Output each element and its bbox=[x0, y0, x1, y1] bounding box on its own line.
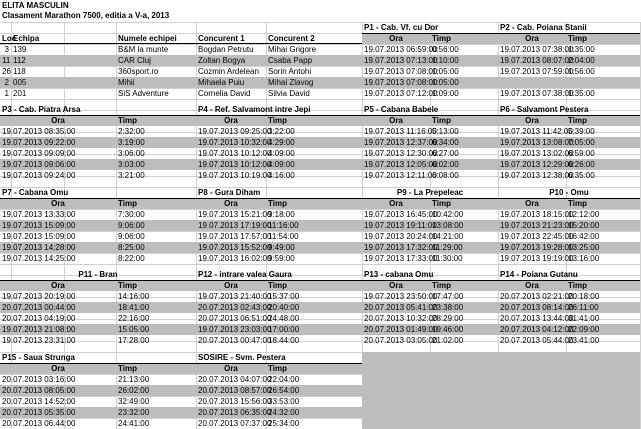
checkpoint-ora: 20.07.2013 06:44:00 bbox=[2, 419, 76, 428]
ora-header: Ora bbox=[525, 116, 539, 125]
checkpoint-timp: 2:04:00 bbox=[568, 56, 595, 65]
checkpoint-ora: 20.07.2013 04:12:00 bbox=[500, 325, 574, 334]
checkpoint-ora: 19.07.2013 11:16:00 bbox=[364, 127, 437, 136]
checkpoint-title: P9 - La Prepeleac bbox=[396, 188, 464, 197]
checkpoint-title: P14 - Poiana Gutanu bbox=[500, 270, 578, 279]
team-cell: 139 bbox=[13, 45, 27, 54]
checkpoint-timp: 21:13:00 bbox=[118, 375, 150, 384]
team-cell: 2 bbox=[4, 78, 9, 87]
checkpoint-timp: 7:30:00 bbox=[118, 210, 145, 219]
checkpoint-ora: 19.07.2013 07:08:00 bbox=[364, 67, 438, 76]
checkpoint-timp: 0:56:00 bbox=[432, 45, 459, 54]
timp-header: Timp bbox=[432, 34, 451, 43]
checkpoint-ora: 19.07.2013 21:23:00 bbox=[500, 221, 574, 230]
checkpoint-ora: 20.07.2013 01:49:00 bbox=[364, 325, 438, 334]
checkpoint-ora: 19.07.2013 14:25:00 bbox=[2, 254, 76, 263]
checkpoint-ora: 19.07.2013 17:32:00 bbox=[364, 243, 438, 252]
checkpoint-ora: 19.07.2013 21:40:00 bbox=[198, 292, 272, 301]
empty-area bbox=[362, 352, 640, 429]
checkpoint-timp: 26:11:00 bbox=[568, 303, 599, 312]
checkpoint-timp: 16:42:00 bbox=[568, 232, 600, 241]
checkpoint-timp: 17:28:00 bbox=[118, 336, 150, 345]
checkpoint-ora: 19.07.2013 15:21:00 bbox=[198, 210, 272, 219]
checkpoint-timp: 6:59:00 bbox=[568, 149, 595, 158]
sheet-subtitle: Clasament Marathon 7500, editia a V-a, 2013 bbox=[2, 11, 170, 20]
checkpoint-title: P3 - Cab. Piatra Arsa bbox=[2, 105, 81, 114]
checkpoint-title: P10 - Omu bbox=[549, 188, 589, 197]
checkpoint-timp: 23:32:00 bbox=[118, 408, 150, 417]
checkpoint-timp: 4:16:00 bbox=[268, 171, 295, 180]
checkpoint-ora: 19.07.2013 07:59:00 bbox=[500, 67, 574, 76]
checkpoint-ora: 20.07.2013 08:05:00 bbox=[2, 386, 76, 395]
team-header-1: Echipa bbox=[13, 34, 40, 43]
checkpoint-ora: 19.07.2013 09:06:00 bbox=[2, 160, 76, 169]
checkpoint-timp: 15:05:00 bbox=[118, 325, 150, 334]
team-cell: 005 bbox=[13, 78, 27, 87]
checkpoint-ora: 20.07.2013 00:47:00 bbox=[198, 336, 272, 345]
checkpoint-ora: 19.07.2013 13:02:00 bbox=[500, 149, 574, 158]
checkpoint-ora: 19.07.2013 15:09:00 bbox=[2, 232, 76, 241]
checkpoint-timp: 22:04:00 bbox=[268, 375, 300, 384]
checkpoint-title: P11 - Bran bbox=[78, 270, 118, 279]
team-cell: 112 bbox=[13, 56, 26, 65]
checkpoint-timp: 11:16:00 bbox=[268, 221, 299, 230]
checkpoint-ora: 20.07.2013 02:21:00 bbox=[500, 292, 574, 301]
checkpoint-timp: 21:02:00 bbox=[432, 336, 464, 345]
checkpoint-timp: 32:49:00 bbox=[118, 397, 150, 406]
checkpoint-timp: 15:37:00 bbox=[268, 292, 300, 301]
team-cell: 360sport.ro bbox=[118, 67, 159, 76]
checkpoint-ora: 19.07.2013 07:13:00 bbox=[364, 56, 438, 65]
checkpoint-timp: 6:35:00 bbox=[568, 171, 595, 180]
checkpoint-timp: 20:40:00 bbox=[268, 303, 300, 312]
checkpoint-title: P1 - Cab. Vf. cu Dor bbox=[364, 23, 439, 32]
ora-header: Ora bbox=[51, 281, 65, 290]
checkpoint-timp: 2:32:00 bbox=[118, 127, 145, 136]
checkpoint-ora: 19.07.2013 07:12:00 bbox=[364, 89, 438, 98]
team-cell: Mihai Grigore bbox=[268, 45, 317, 54]
team-cell: Mihaela Puiu bbox=[198, 78, 245, 87]
timp-header: Timp bbox=[568, 34, 587, 43]
checkpoint-timp: 14:16:00 bbox=[118, 292, 150, 301]
ora-header: Ora bbox=[224, 199, 238, 208]
checkpoint-timp: 13:25:00 bbox=[568, 243, 600, 252]
checkpoint-title: P7 - Cabana Omu bbox=[2, 188, 69, 197]
checkpoint-ora: 20.07.2013 02:43:00 bbox=[198, 303, 272, 312]
checkpoint-ora: 19.07.2013 21:08:00 bbox=[2, 325, 76, 334]
timp-header: Timp bbox=[268, 116, 287, 125]
ora-header: Ora bbox=[51, 116, 65, 125]
ora-header: Ora bbox=[224, 116, 238, 125]
checkpoint-timp: 9:49:00 bbox=[268, 243, 295, 252]
checkpoint-timp: 3:03:00 bbox=[118, 160, 145, 169]
team-cell: Mihai Zlavog bbox=[268, 78, 314, 87]
team-header-3: Concurent 1 bbox=[198, 34, 245, 43]
ora-header: Ora bbox=[224, 364, 238, 373]
team-cell: Bogdan Petrutu bbox=[198, 45, 254, 54]
checkpoint-timp: 3:22:00 bbox=[268, 127, 295, 136]
checkpoint-timp: 19:46:00 bbox=[432, 325, 464, 334]
checkpoint-timp: 3:06:00 bbox=[118, 149, 145, 158]
checkpoint-timp: 13:16:00 bbox=[568, 254, 600, 263]
checkpoint-timp: 7:05:00 bbox=[568, 138, 595, 147]
checkpoint-timp: 11:30:00 bbox=[432, 254, 463, 263]
team-cell: Csaba Papp bbox=[268, 56, 313, 65]
checkpoint-timp: 17:00:00 bbox=[268, 325, 300, 334]
ora-header: Ora bbox=[389, 281, 403, 290]
checkpoint-timp: 4:09:00 bbox=[268, 149, 295, 158]
checkpoint-timp: 22:09:00 bbox=[568, 325, 600, 334]
checkpoint-ora: 20.07.2013 05:44:00 bbox=[500, 336, 574, 345]
checkpoint-ora: 20.07.2013 06:51:00 bbox=[198, 314, 272, 323]
checkpoint-timp: 10:42:00 bbox=[432, 210, 464, 219]
team-cell: Sorin Antohi bbox=[268, 67, 312, 76]
checkpoint-timp: 4:29:00 bbox=[268, 138, 295, 147]
checkpoint-timp: 3:19:00 bbox=[118, 138, 145, 147]
team-cell: Cozmin Ardelean bbox=[198, 67, 259, 76]
timp-header: Timp bbox=[118, 281, 137, 290]
checkpoint-timp: 26:02:00 bbox=[118, 386, 150, 395]
checkpoint-ora: 20.07.2013 05:35:00 bbox=[2, 408, 76, 417]
checkpoint-timp: 12:12:00 bbox=[568, 210, 600, 219]
checkpoint-title: P5 - Cabana Babele bbox=[364, 105, 439, 114]
checkpoint-timp: 5:13:00 bbox=[432, 127, 459, 136]
timp-header: Timp bbox=[432, 199, 451, 208]
checkpoint-ora: 20.07.2013 04:07:00 bbox=[198, 375, 272, 384]
checkpoint-ora: 19.07.2013 09:22:00 bbox=[2, 138, 76, 147]
timp-header: Timp bbox=[568, 116, 587, 125]
checkpoint-ora: 19.07.2013 16:02:00 bbox=[198, 254, 272, 263]
team-cell: 201 bbox=[13, 89, 27, 98]
checkpoint-timp: 28:29:00 bbox=[432, 314, 464, 323]
checkpoint-ora: 19.07.2013 18:15:00 bbox=[500, 210, 574, 219]
checkpoint-timp: 1:35:00 bbox=[568, 45, 595, 54]
team-cell: 118 bbox=[13, 67, 26, 76]
team-cell: 11 bbox=[2, 56, 11, 65]
checkpoint-ora: 20.07.2013 04:19:00 bbox=[2, 314, 76, 323]
checkpoint-timp: 24:48:00 bbox=[268, 314, 300, 323]
checkpoint-timp: 31:41:00 bbox=[568, 314, 600, 323]
checkpoint-ora: 19.07.2013 15:52:00 bbox=[198, 243, 272, 252]
timp-header: Timp bbox=[118, 364, 137, 373]
checkpoint-ora: 19.07.2013 17:19:00 bbox=[198, 221, 272, 230]
checkpoint-ora: 19.07.2013 22:45:00 bbox=[500, 232, 574, 241]
checkpoint-ora: 19.07.2013 16:45:00 bbox=[364, 210, 438, 219]
team-cell: CAR Cluj bbox=[118, 56, 151, 65]
checkpoint-title: P15 - Saua Strunga bbox=[2, 353, 75, 362]
checkpoint-ora: 20.07.2013 05:41:00 bbox=[364, 303, 438, 312]
checkpoint-timp: 3:21:00 bbox=[118, 171, 145, 180]
checkpoint-timp: 13:08:00 bbox=[432, 221, 464, 230]
checkpoint-timp: 1:05:00 bbox=[432, 67, 459, 76]
checkpoint-timp: 9:06:00 bbox=[118, 232, 145, 241]
checkpoint-ora: 20.07.2013 08:14:00 bbox=[500, 303, 574, 312]
checkpoint-ora: 19.07.2013 12:05:00 bbox=[364, 160, 438, 169]
checkpoint-timp: 6:08:00 bbox=[432, 171, 459, 180]
checkpoint-timp: 22:16:00 bbox=[118, 314, 150, 323]
team-cell: Cornelia David bbox=[198, 89, 251, 98]
checkpoint-ora: 19.07.2013 10:19:00 bbox=[198, 171, 272, 180]
checkpoint-ora: 20.07.2013 08:57:00 bbox=[198, 386, 272, 395]
checkpoint-ora: 20.07.2013 07:37:00 bbox=[198, 419, 272, 428]
checkpoint-ora: 19.07.2013 17:33:00 bbox=[364, 254, 438, 263]
checkpoint-ora: 19.07.2013 07:38:00 bbox=[500, 89, 574, 98]
team-cell: 3 bbox=[4, 45, 9, 54]
checkpoint-ora: 19.07.2013 09:24:00 bbox=[2, 171, 76, 180]
checkpoint-timp: 8:22:00 bbox=[118, 254, 145, 263]
checkpoint-title: SOSIRE - Svm. Pestera bbox=[198, 353, 286, 362]
checkpoint-timp: 18:41:00 bbox=[118, 303, 150, 312]
timp-header: Timp bbox=[568, 281, 587, 290]
ora-header: Ora bbox=[389, 34, 403, 43]
checkpoint-timp: 15:20:00 bbox=[568, 221, 600, 230]
checkpoint-timp: 17:47:00 bbox=[432, 292, 464, 301]
checkpoint-ora: 19.07.2013 11:42:00 bbox=[500, 127, 573, 136]
checkpoint-timp: 1:05:00 bbox=[432, 78, 459, 87]
checkpoint-timp: 33:53:00 bbox=[268, 397, 300, 406]
checkpoint-ora: 20.07.2013 03:16:00 bbox=[2, 375, 76, 384]
checkpoint-timp: 24:41:00 bbox=[118, 419, 150, 428]
checkpoint-ora: 19.07.2013 07:38:00 bbox=[500, 45, 574, 54]
timp-header: Timp bbox=[268, 364, 287, 373]
checkpoint-ora: 20.07.2013 13:44:00 bbox=[500, 314, 574, 323]
ora-header: Ora bbox=[51, 364, 65, 373]
checkpoint-ora: 19.07.2013 12:29:00 bbox=[500, 160, 574, 169]
checkpoint-ora: 20.07.2013 03:05:00 bbox=[364, 336, 438, 345]
checkpoint-ora: 19.07.2013 19:28:00 bbox=[500, 243, 574, 252]
checkpoint-timp: 1:35:00 bbox=[568, 89, 595, 98]
checkpoint-ora: 19.07.2013 17:57:00 bbox=[198, 232, 272, 241]
checkpoint-timp bbox=[566, 77, 640, 88]
checkpoint-timp: 9:18:00 bbox=[268, 210, 295, 219]
ora-header: Ora bbox=[525, 34, 539, 43]
checkpoint-ora: 19.07.2013 10:32:00 bbox=[198, 138, 272, 147]
checkpoint-ora: 19.07.2013 19:19:00 bbox=[500, 254, 574, 263]
team-cell: SiS Adventure bbox=[118, 89, 169, 98]
checkpoint-ora: 19.07.2013 12:30:00 bbox=[364, 149, 438, 158]
checkpoint-ora: 19.07.2013 23:03:00 bbox=[198, 325, 272, 334]
gridline-h bbox=[0, 264, 640, 265]
ora-header: Ora bbox=[389, 199, 403, 208]
checkpoint-ora: 19.07.2013 13:08:00 bbox=[500, 138, 574, 147]
checkpoint-ora: 19.07.2013 08:07:00 bbox=[500, 56, 574, 65]
ora-header: Ora bbox=[525, 281, 539, 290]
checkpoint-ora: 19.07.2013 23:31:00 bbox=[2, 336, 76, 345]
checkpoint-timp: 20:18:00 bbox=[568, 292, 600, 301]
checkpoint-ora: 19.07.2013 10:12:00 bbox=[198, 149, 272, 158]
checkpoint-title: P4 - Ref. Salvamont intre Jepi bbox=[198, 105, 311, 114]
checkpoint-ora bbox=[498, 77, 566, 88]
checkpoint-ora: 19.07.2013 19:11:00 bbox=[364, 221, 437, 230]
ora-header: Ora bbox=[224, 281, 238, 290]
checkpoint-title: P8 - Gura Diham bbox=[198, 188, 261, 197]
checkpoint-ora: 19.07.2013 06:59:00 bbox=[364, 45, 438, 54]
checkpoint-timp: 6:02:00 bbox=[432, 160, 459, 169]
checkpoint-timp: 18:44:00 bbox=[268, 336, 300, 345]
team-header-2: Numele echipei bbox=[118, 34, 177, 43]
checkpoint-ora: 19.07.2013 20:24:00 bbox=[364, 232, 438, 241]
checkpoint-ora: 19.07.2013 08:35:00 bbox=[2, 127, 76, 136]
timp-header: Timp bbox=[118, 199, 137, 208]
checkpoint-ora: 19.07.2013 09:25:00 bbox=[198, 127, 272, 136]
checkpoint-timp: 25:34:00 bbox=[268, 419, 300, 428]
team-cell: Mihii bbox=[118, 78, 135, 87]
checkpoint-timp: 9:59:00 bbox=[268, 254, 295, 263]
team-cell: Silvia David bbox=[268, 89, 310, 98]
timp-header: Timp bbox=[568, 199, 587, 208]
checkpoint-title: P6 - Salvamont Pestera bbox=[500, 105, 589, 114]
checkpoint-ora: 19.07.2013 15:09:00 bbox=[2, 221, 76, 230]
checkpoint-timp: 1:09:00 bbox=[432, 89, 459, 98]
team-cell: 26 bbox=[2, 67, 11, 76]
checkpoint-ora: 19.07.2013 12:37:00 bbox=[364, 138, 438, 147]
timp-header: Timp bbox=[432, 116, 451, 125]
checkpoint-timp: 4:09:00 bbox=[268, 160, 295, 169]
ora-header: Ora bbox=[389, 116, 403, 125]
checkpoint-timp: 1:56:00 bbox=[568, 67, 595, 76]
ora-header: Ora bbox=[525, 199, 539, 208]
checkpoint-ora: 19.07.2013 07:08:00 bbox=[364, 78, 438, 87]
checkpoint-ora: 19.07.2013 12:11:00 bbox=[364, 171, 437, 180]
checkpoint-ora: 19.07.2013 23:50:00 bbox=[364, 292, 438, 301]
checkpoint-timp: 26:54:00 bbox=[268, 386, 300, 395]
team-header-4: Concurent 2 bbox=[268, 34, 315, 43]
checkpoint-ora: 20.07.2013 06:35:00 bbox=[198, 408, 272, 417]
timp-header: Timp bbox=[118, 116, 137, 125]
checkpoint-ora: 19.07.2013 09:09:00 bbox=[2, 149, 76, 158]
team-cell: Zoltan Bogya bbox=[198, 56, 246, 65]
checkpoint-timp: 6:34:00 bbox=[432, 138, 459, 147]
checkpoint-timp: 1:10:00 bbox=[432, 56, 459, 65]
checkpoint-ora: 20.07.2013 00:44:00 bbox=[2, 303, 76, 312]
checkpoint-timp: 6:27:00 bbox=[432, 149, 459, 158]
checkpoint-timp: 24:32:00 bbox=[268, 408, 300, 417]
checkpoint-ora: 19.07.2013 10:12:00 bbox=[198, 160, 272, 169]
checkpoint-title: P2 - Cab. Poiana Stanii bbox=[500, 23, 587, 32]
checkpoint-timp: 6:26:00 bbox=[568, 160, 595, 169]
checkpoint-ora: 20.07.2013 15:56:00 bbox=[198, 397, 272, 406]
team-header-0: Loc bbox=[2, 34, 17, 43]
checkpoint-timp: 5:39:00 bbox=[568, 127, 595, 136]
timp-header: Timp bbox=[268, 281, 287, 290]
team-cell: B&M la munte bbox=[118, 45, 169, 54]
ora-header: Ora bbox=[51, 199, 65, 208]
checkpoint-ora: 19.07.2013 12:38:00 bbox=[500, 171, 574, 180]
checkpoint-ora: 19.07.2013 13:33:00 bbox=[2, 210, 76, 219]
checkpoint-timp: 9:06:00 bbox=[118, 221, 145, 230]
checkpoint-timp: 11:54:00 bbox=[268, 232, 299, 241]
checkpoint-ora: 19.07.2013 20:19:00 bbox=[2, 292, 76, 301]
checkpoint-timp: 8:25:00 bbox=[118, 243, 145, 252]
checkpoint-timp: 23:38:00 bbox=[432, 303, 464, 312]
checkpoint-timp: 23:41:00 bbox=[568, 336, 600, 345]
checkpoint-ora: 20.07.2013 14:52:00 bbox=[2, 397, 76, 406]
timp-header: Timp bbox=[432, 281, 451, 290]
team-cell: 1 bbox=[4, 89, 9, 98]
checkpoint-ora: 19.07.2013 14:28:00 bbox=[2, 243, 76, 252]
checkpoint-ora: 20.07.2013 10:32:00 bbox=[364, 314, 438, 323]
timp-header: Timp bbox=[268, 199, 287, 208]
checkpoint-title: P13 - cabana Omu bbox=[364, 270, 434, 279]
checkpoint-timp: 14:21:00 bbox=[432, 232, 464, 241]
checkpoint-title: P12 - intrare valea Gaura bbox=[198, 270, 292, 279]
sheet-title: ELITA MASCULIN bbox=[2, 1, 69, 10]
gridline-h bbox=[0, 99, 640, 100]
checkpoint-timp: 11:29:00 bbox=[432, 243, 463, 252]
